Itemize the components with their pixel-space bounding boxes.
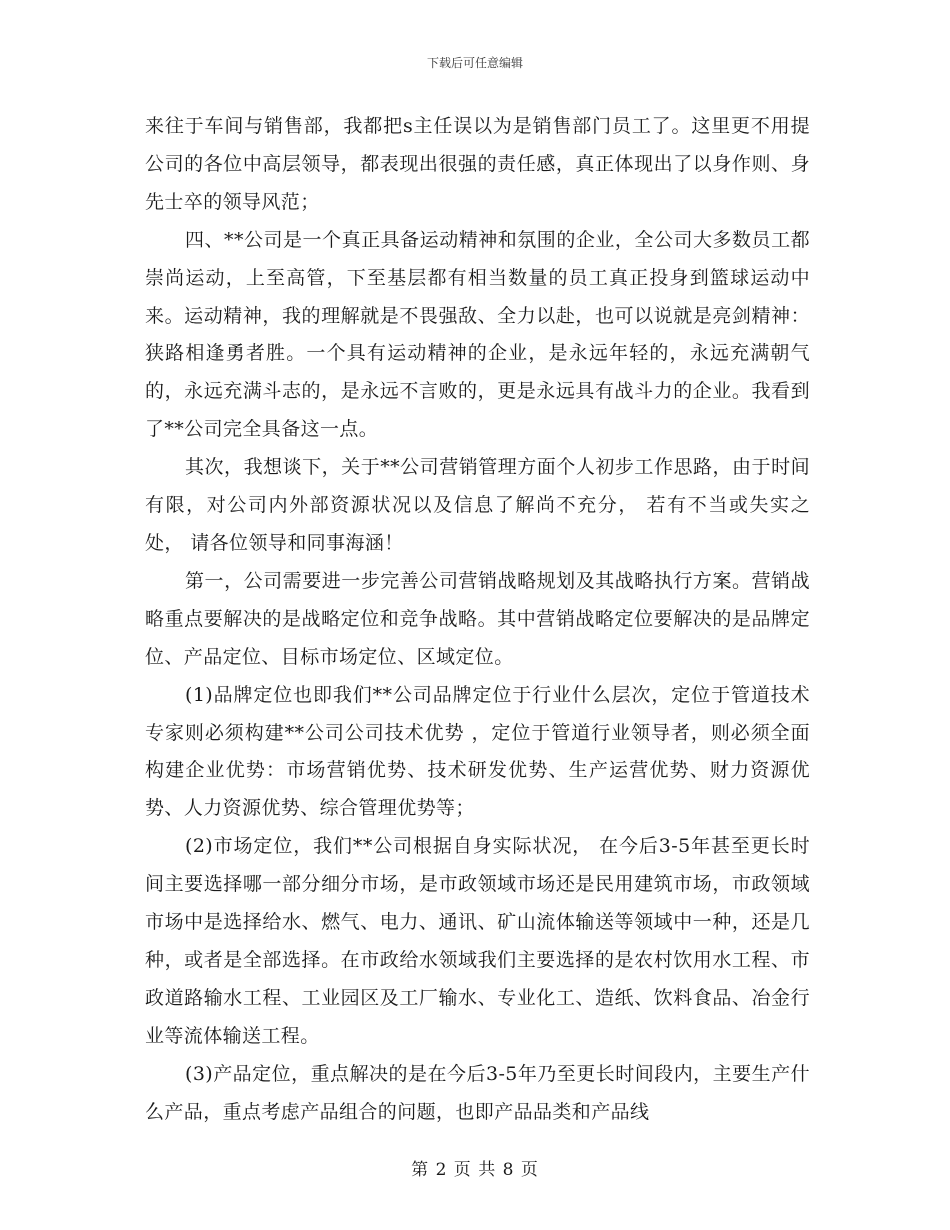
paragraph-3: 其次，我想谈下，关于**公司营销管理方面个人初步工作思路，由于时间有限，对公司内外部资源状况以及信息了解尚不充分， 若有不当或失实之处， 请各位领导和同事海涵！ [145, 456, 810, 554]
paragraph-2: 四、**公司是一个真正具备运动精神和氛围的企业，全公司大多数员工都崇尚运动，上至高管，下至基层都有相当数量的员工真正投身到篮球运动中来。运动精神，我的理解就是不畏强敌、全力以赴，也可以说就是亮剑精神：狭路相逢勇者胜。一个具有运动精神的企业，是永远年轻的，永远充满朝气的，永远充满斗志的，是永远不言败的，更是永远具有战斗力的企业。我看到了**公司完全具备这一点。 [145, 228, 810, 441]
paragraph-5: (1)品牌定位也即我们**公司品牌定位于行业什么层次，定位于管道技术专家则必须构建**公司公司技术优势 ，定位于管道行业领导者，则必须全面构建企业优势：市场营销优势、技术研发优势、生产运营优势、财力资源优势、人力资源优势、综合管理优势等； [145, 683, 810, 820]
page-header: 下载后可任意编辑 [426, 56, 523, 70]
page-number: 第 2 页 共 8 页 [411, 1160, 539, 1180]
paragraph-1: 来往于车间与销售部，我都把s主任误以为是销售部门员工了。这里更不用提公司的各位中高层领导，都表现出很强的责任感，真正体现出了以身作则、身先士卒的领导风范； [145, 115, 810, 213]
paragraph-4: 第一，公司需要进一步完善公司营销战略规划及其战略执行方案。营销战略重点要解决的是战略定位和竞争战略。其中营销战略定位要解决的是品牌定位、产品定位、目标市场定位、区域定位。 [145, 569, 810, 668]
document-body [145, 108, 810, 1131]
paragraph-6: (2)市场定位，我们**公司根据自身实际状况， 在今后3-5年甚至更长时间主要选择哪一部分细分市场，是市政领域市场还是民用建筑市场，市政领域市场中是选择给水、燃气、电力、通讯、矿山流体输送等领域中一种，还是几种，或者是全部选择。在市政给水领域我们主要选择的是农村饮用水工程、市政道路输水工程、工业园区及工厂输水、专业化工、造纸、饮料食品、冶金行业等流体输送工程。 [145, 835, 810, 1047]
paragraph-7: (3)产品定位，重点解决的是在今后3-5年乃至更长时间段内，主要生产什么产品，重点考虑产品组合的问题，也即产品品类和产品线 [145, 1062, 810, 1123]
